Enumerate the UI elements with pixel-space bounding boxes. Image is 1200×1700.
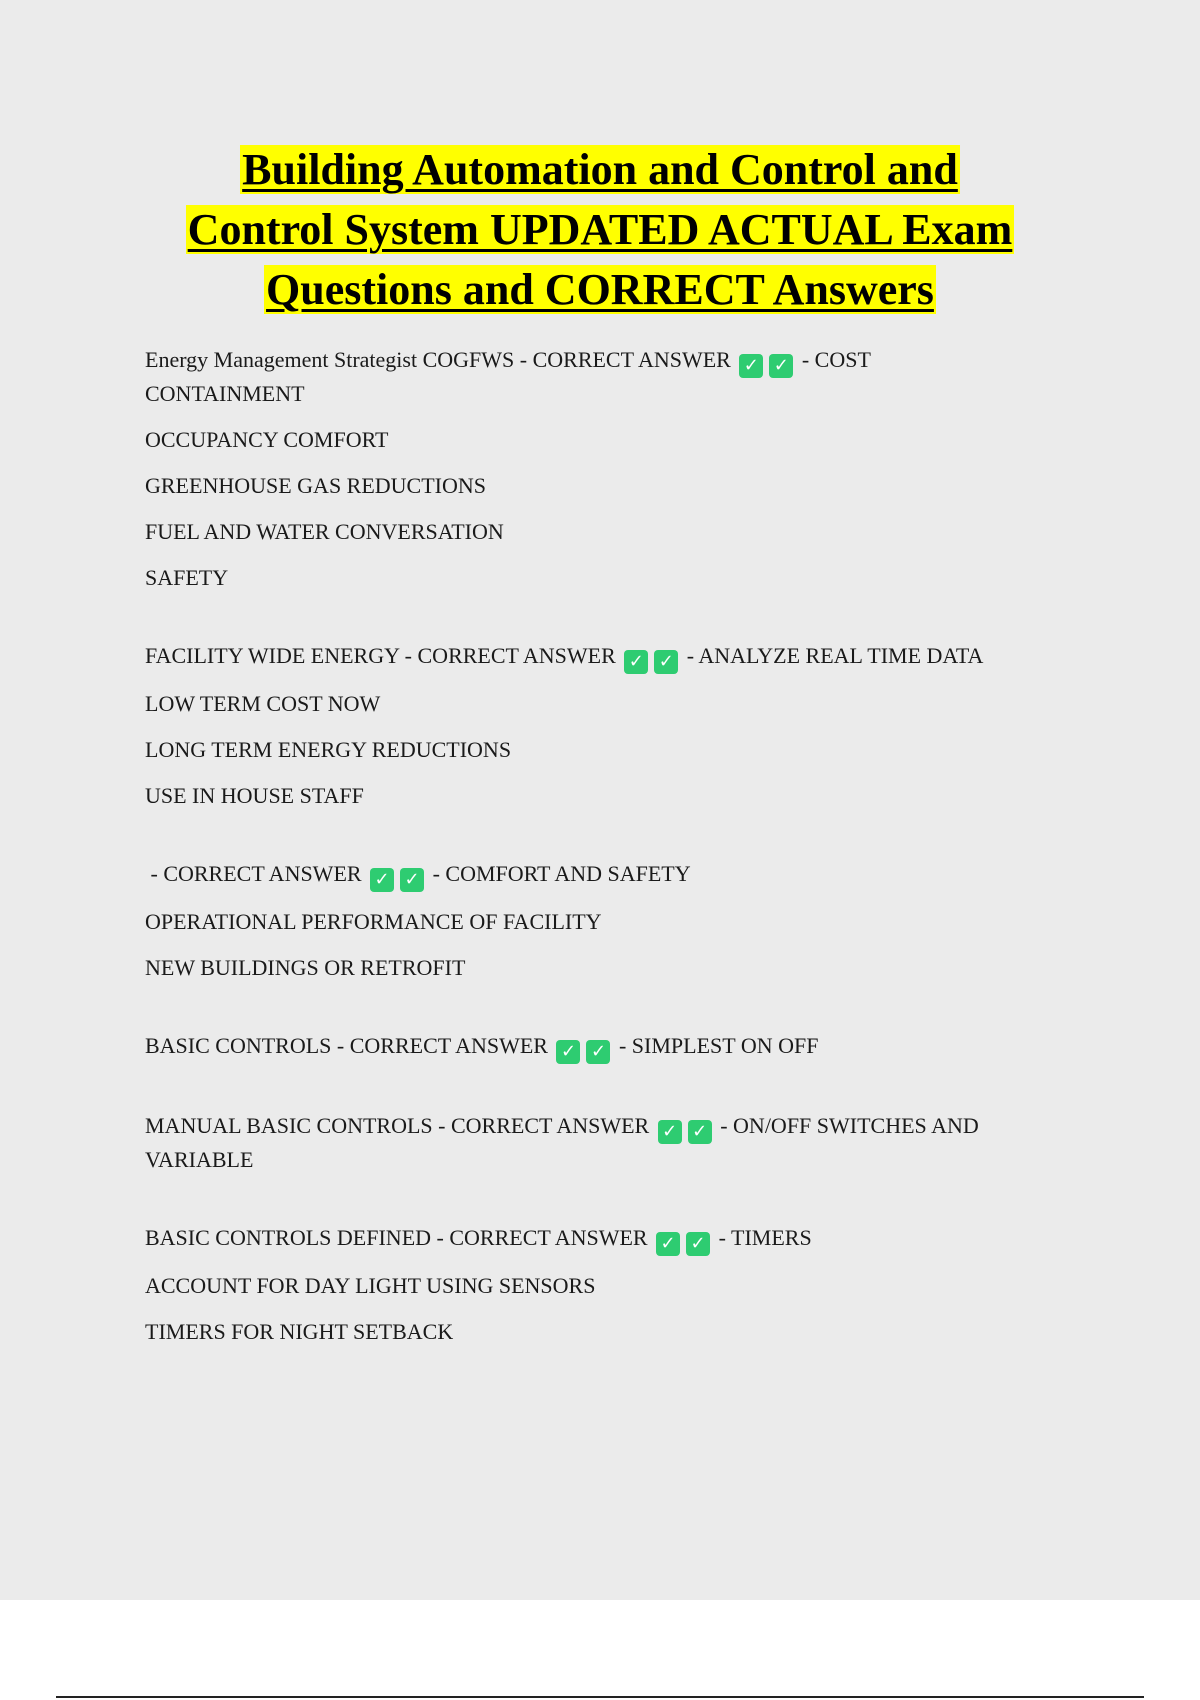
check-mark-icon: ✓ (654, 650, 678, 674)
answer-continuation: CONTAINMENT (145, 381, 305, 406)
title-line-2: Control System UPDATED ACTUAL Exam (187, 205, 1013, 254)
check-mark-icon: ✓ (769, 354, 793, 378)
qa-first-line (145, 1110, 1095, 1176)
qa-item (145, 640, 1095, 812)
answer-line: OPERATIONAL PERFORMANCE OF FACILITY (145, 909, 602, 934)
check-mark-icon: ✓ (688, 1120, 712, 1144)
footer-divider (56, 1696, 1144, 1698)
qa-first-line (145, 858, 1095, 892)
qa-item (145, 1030, 1095, 1064)
question-text: MANUAL BASIC CONTROLS - CORRECT ANSWER (145, 1113, 650, 1138)
check-mark-icon: ✓ (556, 1040, 580, 1064)
answer-line: USE IN HOUSE STAFF (145, 783, 364, 808)
answer-line: SAFETY (145, 565, 229, 590)
qa-first-line (145, 1030, 1095, 1064)
answer-line: TIMERS FOR NIGHT SETBACK (145, 1319, 454, 1344)
qa-list (145, 344, 1095, 1394)
answer-text: - ON/OFF SWITCHES AND (720, 1113, 979, 1138)
answer-line: OCCUPANCY COMFORT (145, 427, 389, 452)
check-mark-icon: ✓ (658, 1120, 682, 1144)
title-line-3: Questions and CORRECT Answers (266, 265, 934, 314)
answer-line: LONG TERM ENERGY REDUCTIONS (145, 737, 512, 762)
answer-continuation: VARIABLE (145, 1147, 254, 1172)
answer-line: ACCOUNT FOR DAY LIGHT USING SENSORS (145, 1273, 596, 1298)
answer-text: - TIMERS (718, 1225, 812, 1250)
question-text: BASIC CONTROLS DEFINED - CORRECT ANSWER (145, 1225, 648, 1250)
answer-line: NEW BUILDINGS OR RETROFIT (145, 955, 466, 980)
answer-text: - ANALYZE REAL TIME DATA (686, 643, 984, 668)
answer-line: GREENHOUSE GAS REDUCTIONS (145, 473, 487, 498)
qa-first-line (145, 640, 1095, 674)
answer-text: - SIMPLEST ON OFF (618, 1033, 819, 1058)
qa-item (145, 1110, 1095, 1176)
qa-item (145, 858, 1095, 984)
check-mark-icon: ✓ (586, 1040, 610, 1064)
document-title (100, 140, 1100, 320)
check-mark-icon: ✓ (656, 1232, 680, 1256)
question-text: FACILITY WIDE ENERGY - CORRECT ANSWER (145, 643, 616, 668)
answer-text: - COST (801, 347, 871, 372)
qa-first-line (145, 1222, 1095, 1256)
qa-item (145, 1222, 1095, 1348)
check-mark-icon: ✓ (370, 868, 394, 892)
check-mark-icon: ✓ (400, 868, 424, 892)
check-mark-icon: ✓ (624, 650, 648, 674)
check-mark-icon: ✓ (739, 354, 763, 378)
answer-line: LOW TERM COST NOW (145, 691, 381, 716)
question-text: Energy Management Strategist COGFWS - CORRECT ANSWER (145, 347, 731, 372)
question-text: - CORRECT ANSWER (145, 861, 362, 886)
title-line-1: Building Automation and Control and (242, 145, 958, 194)
check-mark-icon: ✓ (686, 1232, 710, 1256)
answer-line: FUEL AND WATER CONVERSATION (145, 519, 504, 544)
question-text: BASIC CONTROLS - CORRECT ANSWER (145, 1033, 548, 1058)
qa-first-line (145, 344, 1095, 410)
qa-item (145, 344, 1095, 594)
answer-text: - COMFORT AND SAFETY (432, 861, 691, 886)
